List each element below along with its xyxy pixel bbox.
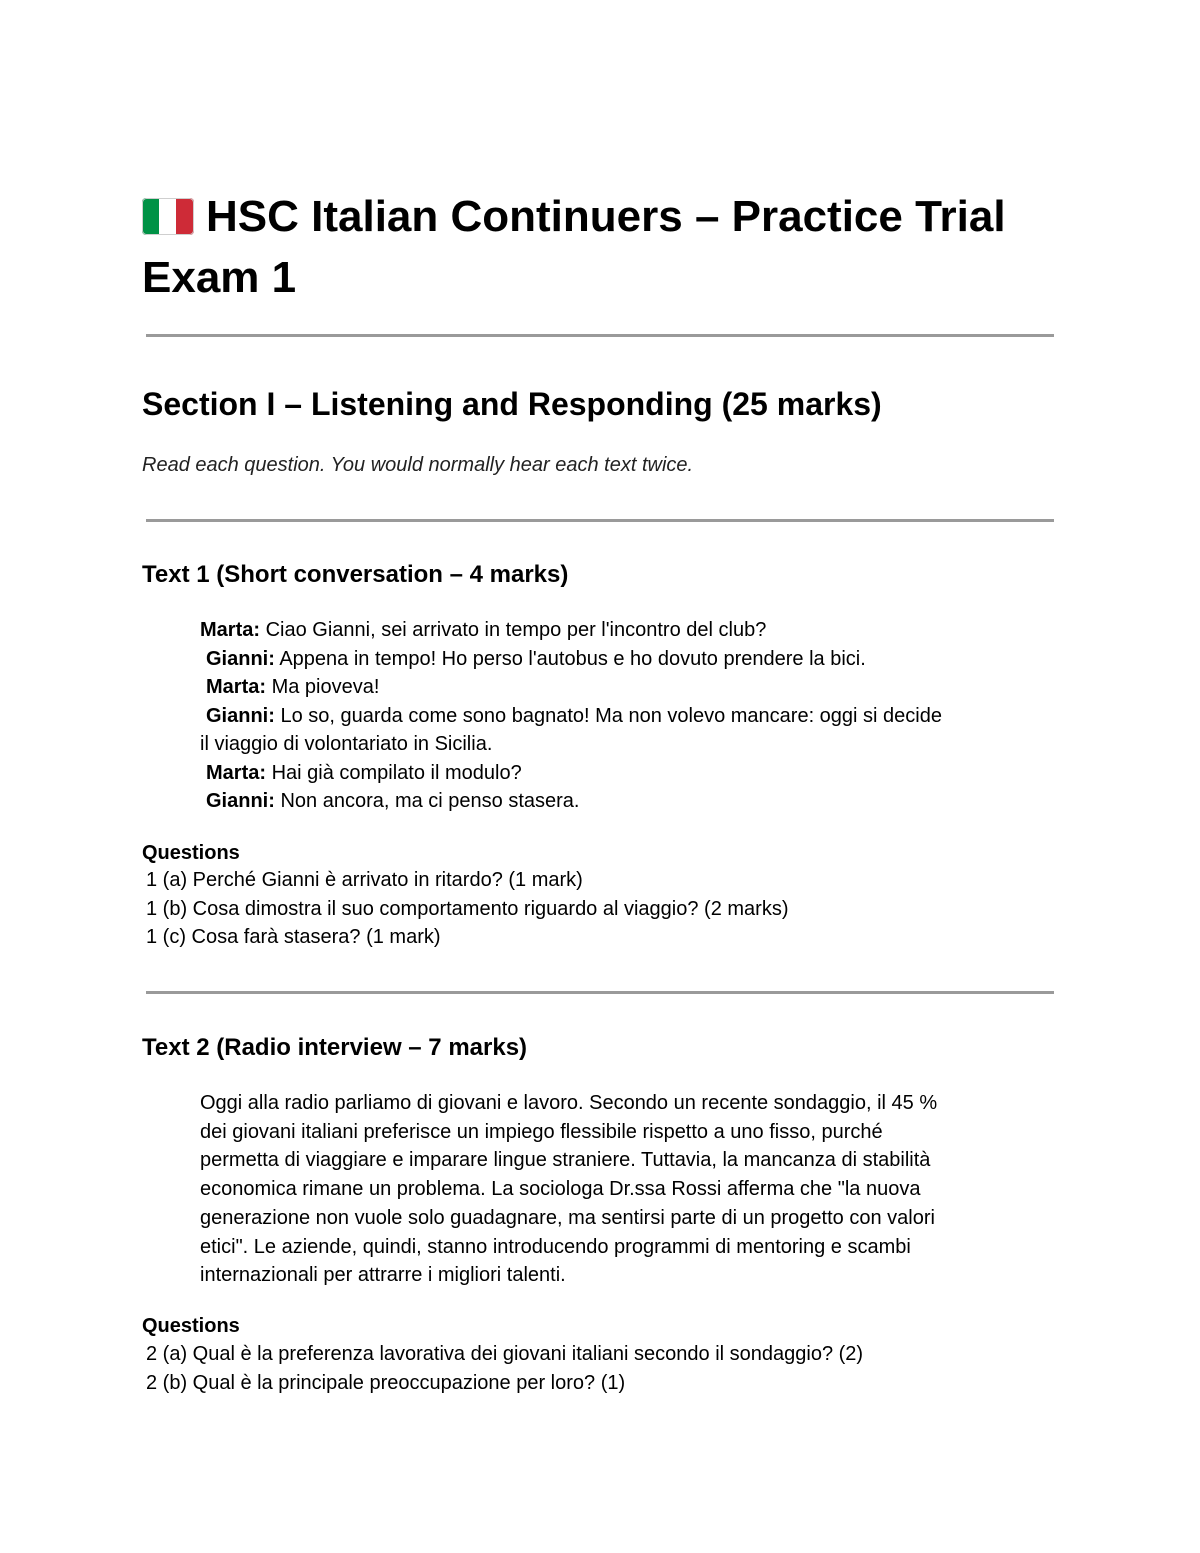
speaker-name: Marta: <box>206 676 267 698</box>
paragraph-line: Oggi alla radio parliamo di giovani e lavoro. Secondo un recente sondaggio, il 45 % <box>200 1092 938 1114</box>
dialogue-text: Non ancora, ma ci penso stasera. <box>274 790 580 812</box>
dialogue-line <box>200 787 1020 816</box>
question-item: 2 (b) Qual è la principale preoccupazione per loro? (1) <box>146 1371 626 1394</box>
dialogue-line <box>200 645 1020 674</box>
paragraph-line: dei giovani italiani preferisce un impiego flessibile rispetto a uno fisso, purché <box>200 1120 883 1143</box>
dialogue-line <box>200 616 1020 645</box>
section-heading: Section I – Listening and Responding (25 marks) <box>142 386 882 422</box>
divider <box>146 519 1054 522</box>
paragraph-line: etici". Le aziende, quindi, stanno introducendo programmi di mentoring e scambi <box>200 1235 911 1258</box>
divider <box>146 991 1054 994</box>
question-item: 2 (a) Qual è la preferenza lavorativa dei giovani italiani secondo il sondaggio? (2) <box>146 1343 864 1365</box>
speaker-name: Marta: <box>200 619 261 641</box>
dialogue-line <box>200 730 1020 759</box>
dialogue-text: Appena in tempo! Ho perso l'autobus e ho dovuto prendere la bici. <box>274 647 866 670</box>
dialogue-text: Lo so, guarda come sono bagnato! Ma non volevo mancare: oggi si decide <box>274 704 942 727</box>
dialogue-text: Hai già compilato il modulo? <box>266 761 522 784</box>
text1-heading: Text 1 (Short conversation – 4 marks) <box>142 561 569 588</box>
dialogue-text: Ciao Gianni, sei arrivato in tempo per l'incontro del club? <box>260 619 767 641</box>
question-item: 1 (c) Cosa farà stasera? (1 mark) <box>146 926 441 948</box>
document-title-text: HSC Italian Continuers – Practice Trial Exam 1 <box>142 192 1006 302</box>
text2-paragraph <box>200 1089 1022 1290</box>
document-title <box>142 186 1054 308</box>
dialogue-line <box>200 702 1020 731</box>
text2-heading: Text 2 (Radio interview – 7 marks) <box>142 1034 528 1061</box>
dialogue-line <box>200 759 1020 788</box>
speaker-name: Gianni: <box>206 647 275 670</box>
dialogue-text: il viaggio di volontariato in Sicilia. <box>200 733 493 755</box>
divider <box>146 334 1054 337</box>
dialogue-line <box>200 673 1020 702</box>
section-instruction: Read each question. You would normally hear each text twice. <box>142 454 694 476</box>
questions-heading: Questions <box>142 1315 240 1337</box>
speaker-name: Marta: <box>206 761 267 784</box>
paragraph-line: generazione non vuole solo guadagnare, ma sentirsi parte di un progetto con valori <box>200 1206 935 1229</box>
dialogue-text: Ma pioveva! <box>266 676 380 698</box>
speaker-name: Gianni: <box>206 790 275 812</box>
paragraph-line: permetta di viaggiare e imparare lingue straniere. Tuttavia, la mancanza di stabilità <box>200 1149 931 1172</box>
text2-questions <box>146 1340 863 1397</box>
paragraph-line: internazionali per attrarre i migliori talenti. <box>200 1264 566 1287</box>
text1-questions <box>146 866 789 952</box>
speaker-name: Gianni: <box>206 704 275 727</box>
questions-heading: Questions <box>142 842 240 864</box>
question-item: 1 (a) Perché Gianni è arrivato in ritardo? (1 mark) <box>146 869 583 891</box>
paragraph-line: economica rimane un problema. La sociologa Dr.ssa Rossi afferma che "la nuova <box>200 1178 921 1201</box>
italian-flag-icon <box>142 198 194 235</box>
question-item: 1 (b) Cosa dimostra il suo comportamento riguardo al viaggio? (2 marks) <box>146 897 789 920</box>
text1-dialogue <box>200 616 1020 816</box>
